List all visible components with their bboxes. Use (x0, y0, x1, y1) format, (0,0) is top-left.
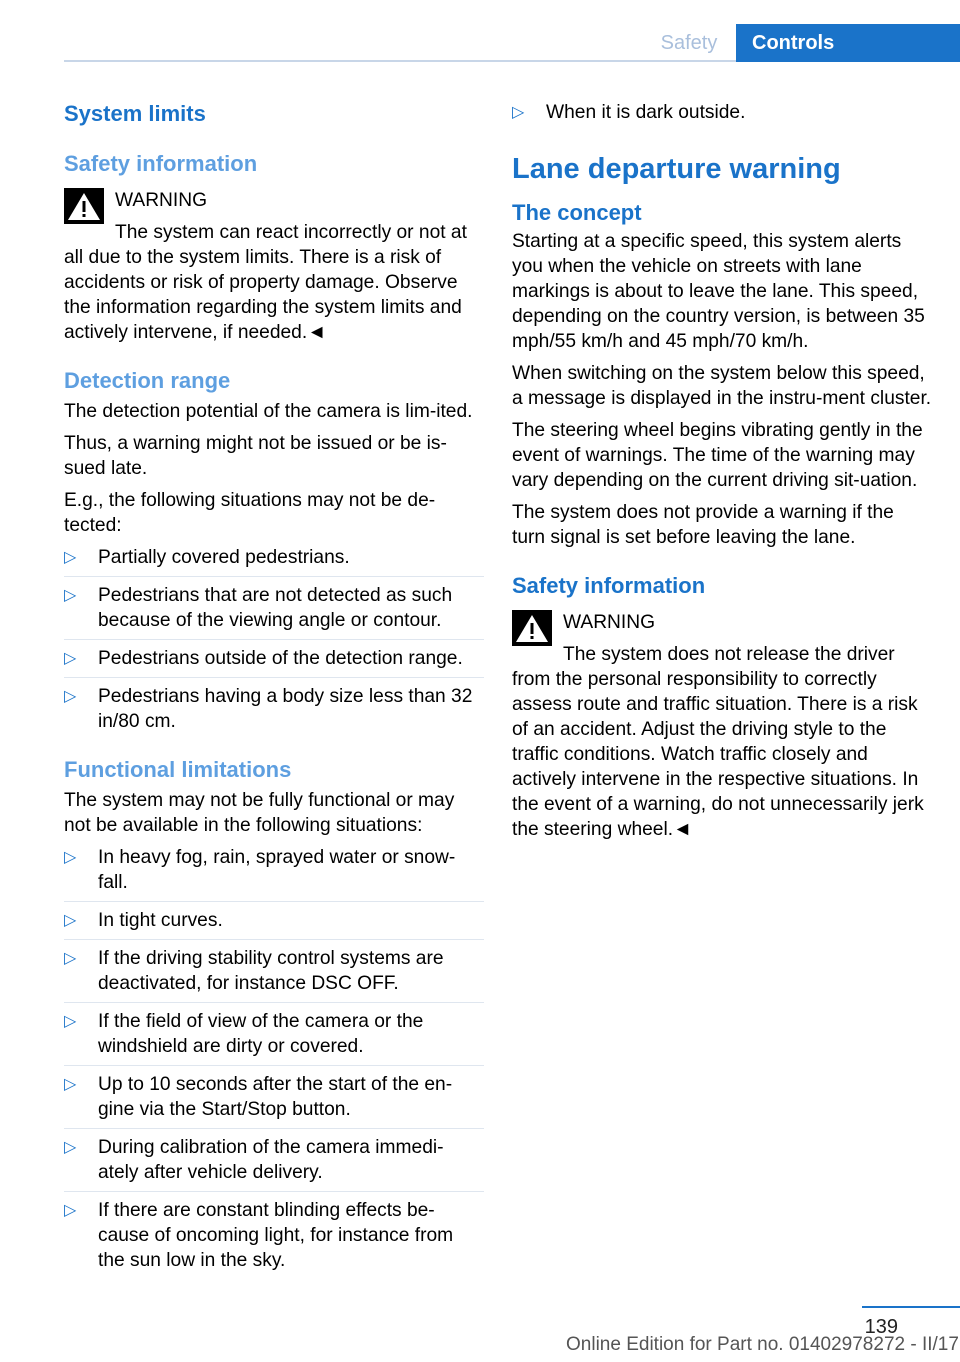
warning-block (64, 188, 484, 345)
warning-text: The system does not release the driver from the personal responsibility to correctly assess route and traffic situation. There is a risk of an accident. Adjust the driving style to the traffic conditions. Watch traffic closely and actively intervene in the respective situations. In the event of a warning, do not unnecessarily jerk the steering wheel.◄ (512, 644, 924, 840)
concept-paragraph: The system does not provide a warning if the turn signal is set before leaving the lane. (512, 502, 894, 548)
left-column (64, 100, 484, 1285)
list-item: ▷ In heavy fog, rain, sprayed water or snow‐fall. (64, 845, 484, 902)
list-item: ▷ In tight curves. (64, 908, 484, 940)
bullet-triangle-icon: ▷ (64, 950, 77, 967)
page-number: 139 (864, 1316, 898, 1338)
list-item: ▷ During calibration of the camera immedi‐ately after vehicle delivery. (64, 1135, 484, 1192)
warning-triangle-icon (64, 188, 104, 224)
concept-heading: The concept (512, 200, 642, 225)
detection-paragraph: The detection potential of the camera is lim‐ited. (64, 401, 473, 422)
list-item: ▷ Up to 10 seconds after the start of the en‐gine via the Start/Stop button. (64, 1072, 484, 1129)
bullet-triangle-icon: ▷ (64, 688, 77, 705)
warning-block (512, 610, 932, 842)
warning-label: WARNING (563, 612, 656, 633)
lane-departure-heading: Lane departure warning (512, 153, 841, 185)
list-item: ▷ Partially covered pedestrians. (64, 545, 484, 577)
detection-paragraph: E.g., the following situations may not be de‐tected: (64, 490, 436, 536)
bullet-triangle-icon: ▷ (64, 587, 77, 604)
warning-label: WARNING (115, 190, 208, 211)
bullet-triangle-icon: ▷ (64, 849, 77, 866)
functional-paragraph: The system may not be fully functional or may not be available in the following situations: (64, 790, 455, 836)
detection-range-heading: Detection range (64, 368, 231, 393)
continued-list (512, 100, 932, 131)
detection-paragraph: Thus, a warning might not be issued or be is‐sued late. (64, 433, 447, 479)
bullet-triangle-icon: ▷ (64, 1076, 77, 1093)
concept-paragraph: The steering wheel begins vibrating gently in the event of warnings. The time of the warning may vary depending on the current driving sit‐uation. (512, 420, 923, 491)
safety-info-heading: Safety information (64, 151, 258, 176)
edition-note: Online Edition for Part no. 01402978272 - II/17 (566, 1334, 959, 1355)
system-limits-heading: System limits (64, 101, 206, 126)
concept-paragraph: When switching on the system below this speed, a message is displayed in the instru‐ment cluster. (512, 363, 932, 409)
list-item: ▷ Pedestrians outside of the detection range. (64, 646, 484, 678)
list-item: ▷ Pedestrians that are not detected as such because of the viewing angle or contour. (64, 583, 484, 640)
list-item: ▷ When it is dark outside. (512, 102, 746, 123)
right-column (512, 100, 932, 849)
bullet-triangle-icon: ▷ (64, 549, 77, 566)
warning-text: The system can react incorrectly or not at all due to the system limits. There is a risk of accidents or risk of property damage. Observe the information regarding the system limits and actively intervene, if needed.◄ (64, 222, 467, 343)
list-item: ▷ If the driving stability control systems are deactivated, for instance DSC OFF. (64, 946, 484, 1003)
concept-paragraph: Starting at a specific speed, this system alerts you when the vehicle on streets with lane markings is about to leave the lane. This speed, depending on the country version, is between 35 mph/55 km/h and 45 mph/70 km/h. (512, 231, 925, 352)
list-item: ▷ If the field of view of the camera or the windshield are dirty or covered. (64, 1009, 484, 1066)
bullet-triangle-icon: ▷ (64, 1139, 77, 1156)
functional-list (64, 845, 484, 1279)
header-tab-safety[interactable]: Safety (660, 32, 718, 54)
bullet-triangle-icon: ▷ (64, 650, 77, 667)
bullet-triangle-icon: ▷ (64, 1013, 77, 1030)
bullet-triangle-icon: ▷ (64, 912, 77, 929)
list-item: ▷ If there are constant blinding effects be‐cause of oncoming light, for instance from the sun low in the sky. (64, 1200, 454, 1271)
detection-list (64, 545, 484, 740)
footer-rule (862, 1306, 960, 1308)
bullet-triangle-icon: ▷ (64, 1202, 77, 1219)
bullet-triangle-icon: ▷ (512, 104, 525, 121)
list-item: ▷ Pedestrians having a body size less than 32 in/80 cm. (64, 686, 473, 732)
functional-limitations-heading: Functional limitations (64, 757, 292, 782)
safety-info-heading: Safety information (512, 573, 706, 598)
header-tab-controls[interactable]: Controls (736, 24, 960, 62)
warning-triangle-icon (512, 610, 552, 646)
